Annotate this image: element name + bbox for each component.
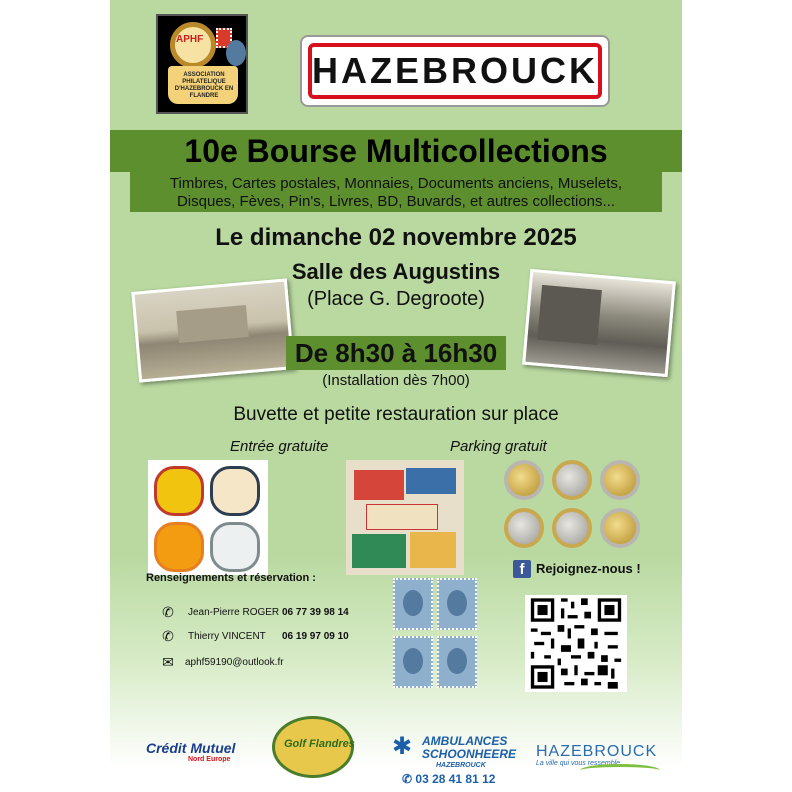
ambulance-phone [402, 772, 495, 786]
free-parking: Parking gratuit [450, 438, 547, 455]
ambulance-line-2: SCHOONHEERE [422, 747, 517, 761]
hazebrouck-tagline: La ville qui vous ressemble [536, 760, 621, 767]
aphf-name: ASSOCIATION PHILATELIQUE D'HAZEBROUCK EN FLANDRE [174, 72, 234, 99]
phone-icon: ✆ [162, 628, 174, 644]
city-sign-text: HAZEBROUCK [308, 43, 602, 99]
installation-time: (Installation dès 7h00) [322, 372, 470, 389]
magnifier-icon [170, 22, 216, 68]
subtitle-line-2: Disques, Fèves, Pin's, Livres, BD, Buvards, et autres collections... [176, 193, 616, 210]
contact-name: Thierry VINCENT [188, 631, 266, 642]
venue-address: (Place G. Degroote) [307, 288, 485, 310]
aphf-abbrev: APHF [176, 34, 204, 45]
ambulance-line-1: AMBULANCES [422, 734, 508, 748]
phone-icon: ✆ [162, 604, 174, 620]
aphf-logo [156, 14, 248, 114]
euro-coins-photo [504, 456, 640, 551]
event-poster [110, 0, 682, 792]
postcard-photo-left [131, 278, 294, 382]
credit-mutuel-logo: Crédit Mutuel [146, 740, 236, 756]
envelope-icon: ✉ [162, 654, 174, 670]
city-sign [300, 35, 610, 107]
contact-name: Jean-Pierre ROGER [188, 607, 280, 618]
catering-info: Buvette et petite restauration sur place [233, 404, 559, 425]
golf-flandres-text: Golf Flandres [284, 738, 355, 750]
facebook-link[interactable]: Rejoignez-nous ! [536, 561, 641, 576]
qr-code[interactable] [525, 595, 627, 692]
pins-photo [148, 460, 268, 575]
facebook-icon[interactable]: f [513, 560, 531, 578]
stamp-icon [216, 28, 232, 48]
star-of-life-icon: ✱ [392, 733, 413, 760]
event-date: Le dimanche 02 novembre 2025 [215, 224, 577, 251]
contact-phone[interactable]: 06 77 39 98 14 [282, 607, 349, 618]
email-address[interactable]: aphf59190@outlook.fr [185, 657, 284, 668]
hazebrouck-logo: HAZEBROUCK [536, 743, 658, 760]
ambulance-city: HAZEBROUCK [436, 762, 486, 769]
collectibles-photo [346, 460, 464, 575]
event-title: 10e Bourse Multicollections [110, 130, 682, 172]
free-entry: Entrée gratuite [230, 438, 329, 455]
stamps-photo [393, 578, 479, 690]
credit-mutuel-sub: Nord Europe [188, 756, 231, 763]
phone-icon: ✆ [402, 772, 416, 786]
event-subtitle [130, 172, 662, 212]
ambulance-logo [422, 735, 516, 761]
ambulance-phone-number: 03 28 41 81 12 [415, 772, 496, 786]
contact-heading: Renseignements et réservation : [146, 572, 316, 584]
hazebrouck-wave-icon [580, 764, 660, 777]
event-hours: De 8h30 à 16h30 [286, 336, 506, 370]
venue-name: Salle des Augustins [291, 259, 501, 284]
subtitle-line-1: Timbres, Cartes postales, Monnaies, Documents anciens, Muselets, [169, 175, 623, 192]
contact-phone[interactable]: 06 19 97 09 10 [282, 631, 349, 642]
postcard-photo-right [522, 269, 676, 377]
